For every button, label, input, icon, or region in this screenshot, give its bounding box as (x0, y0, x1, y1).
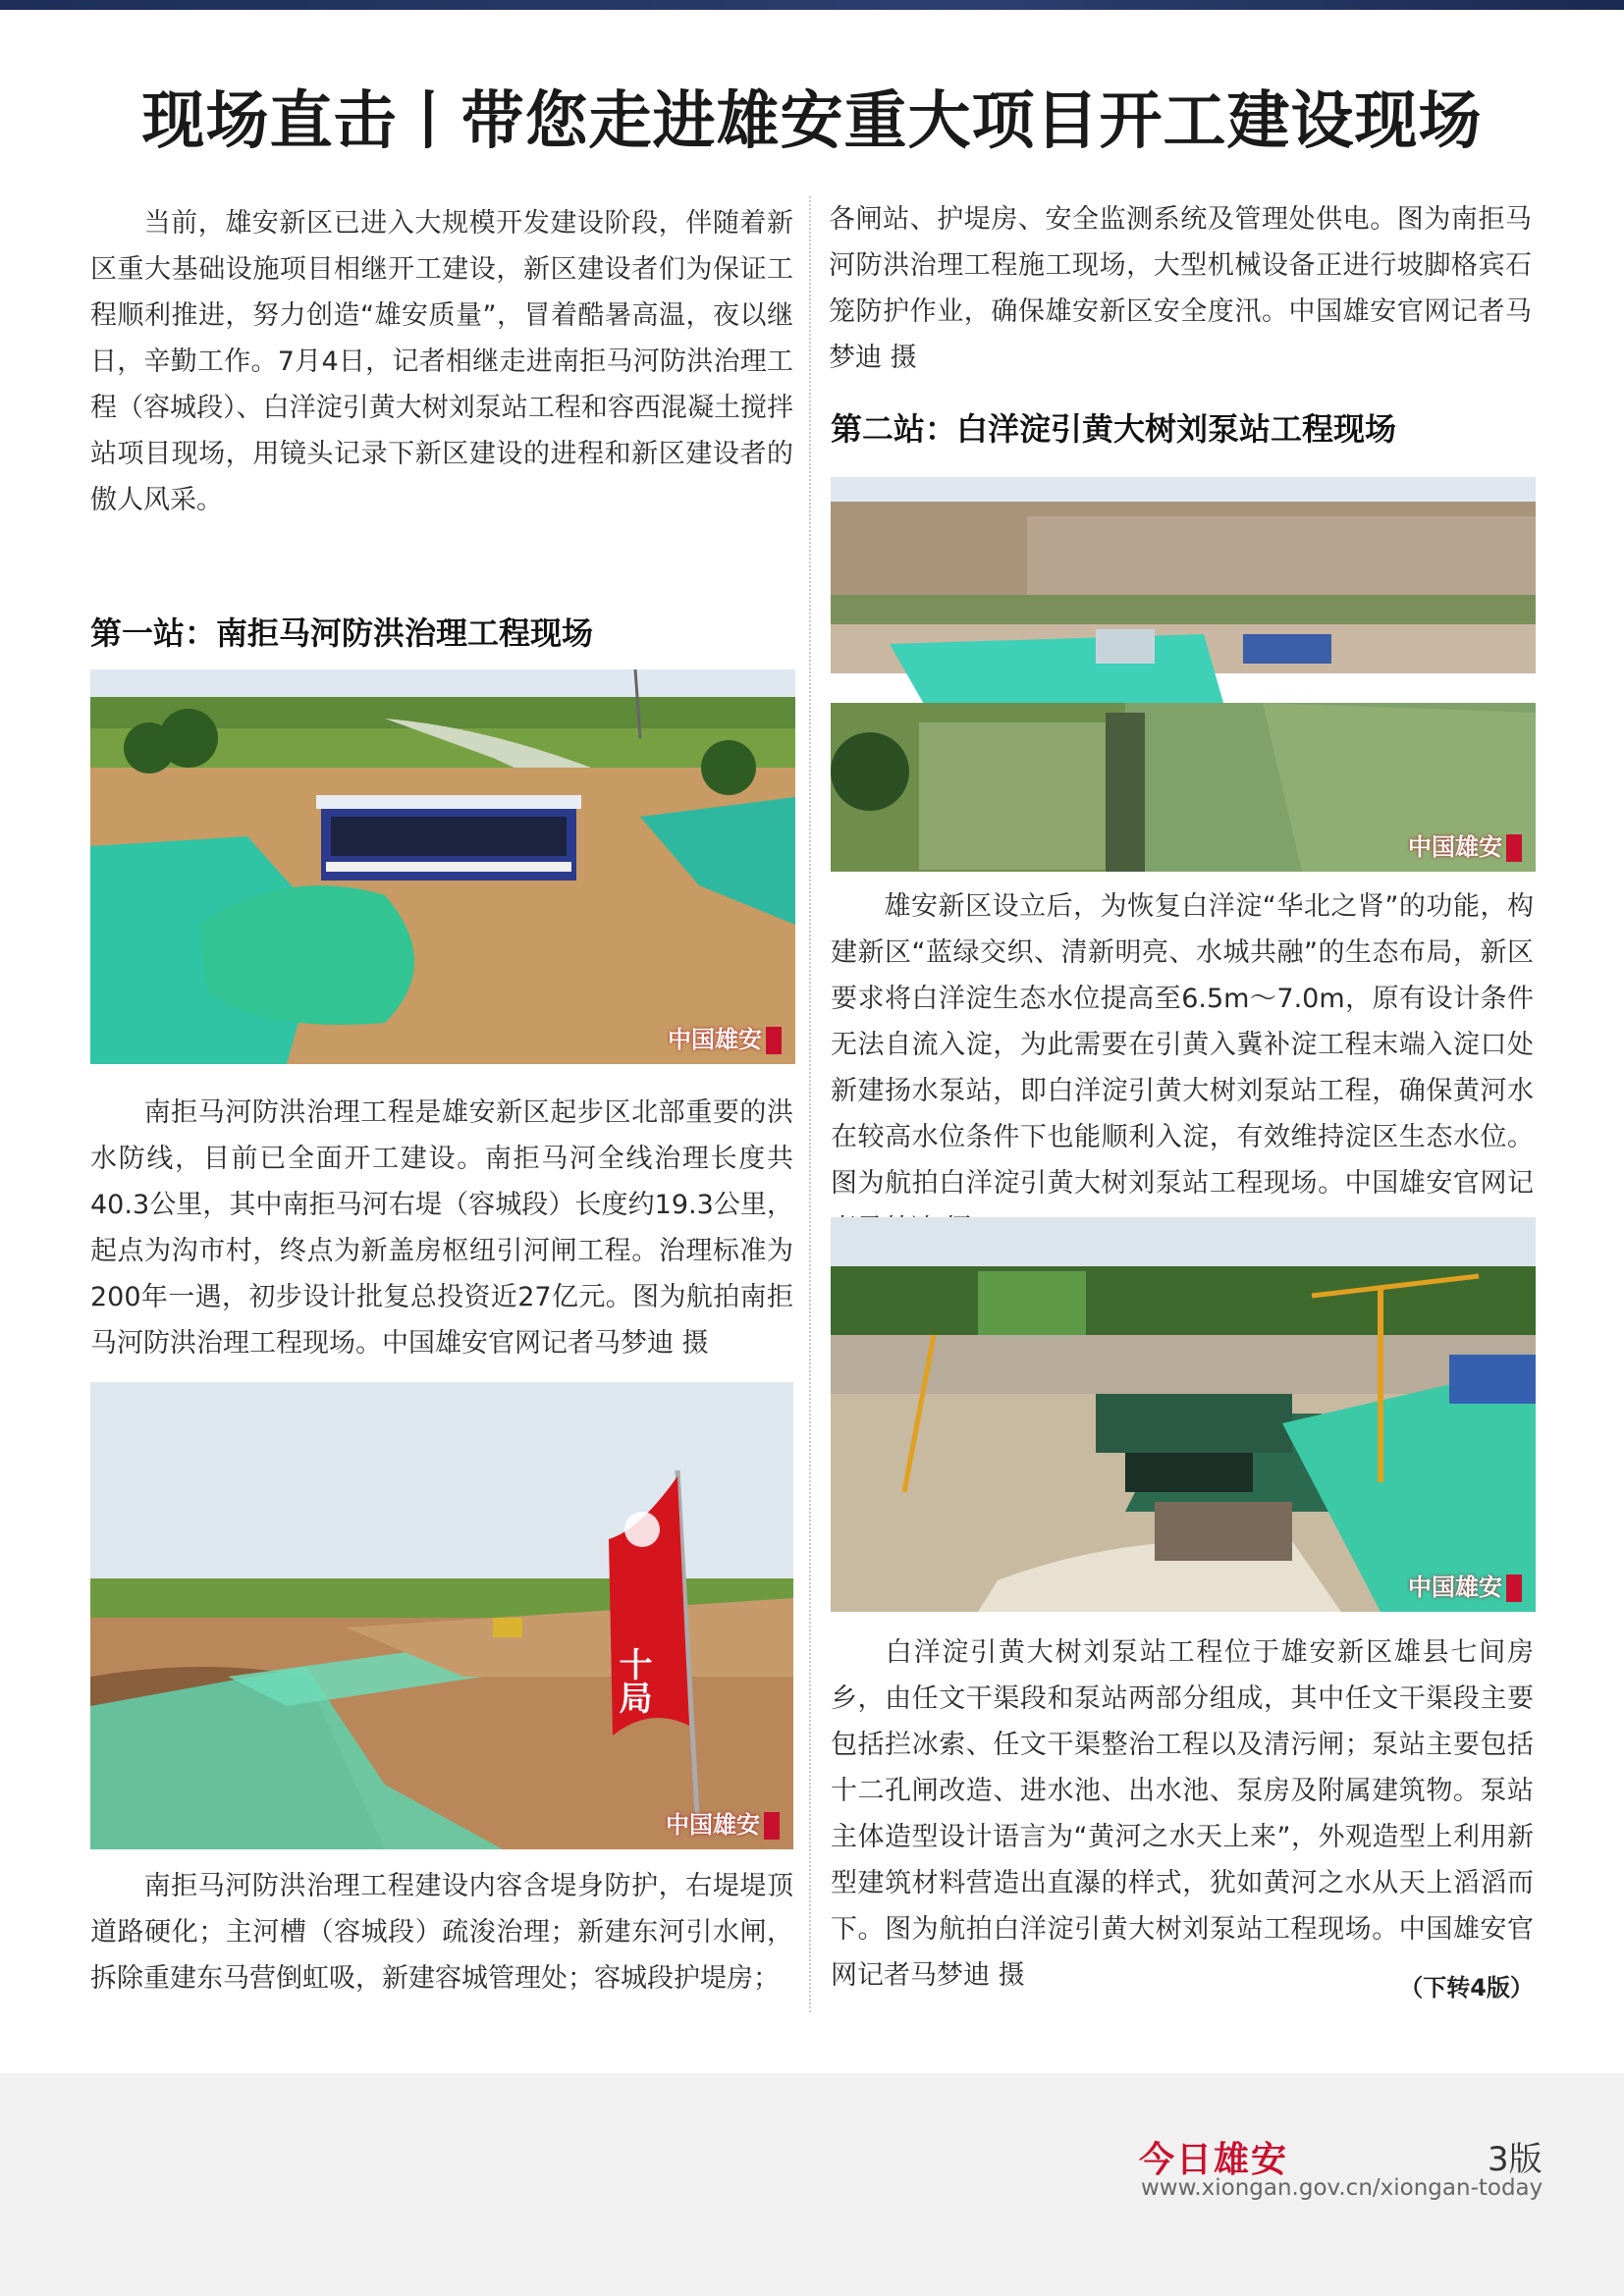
section-title-station-1: 第一站：南拒马河防洪治理工程现场 (90, 614, 594, 652)
watermark-logo: 中国雄安 (666, 1805, 780, 1841)
intro-paragraph: 当前，雄安新区已进入大规模开发建设阶段，伴随着新区重大基础设施项目相继开工建设，新区建设者们为保证工程顺利推进，努力创造“雄安质量”，冒着酷暑高温，夜以继日，辛勤工作。7月4日，记者相继走进南拒马河防洪治理工程（容城段）、白洋淀引黄大树刘泵站工程和容西混凝土搅拌站项目现场，用镜头记录下新区建设的进程和新区建设者的傲人风采。 (90, 208, 793, 515)
seal-icon (764, 1812, 780, 1840)
slope-site-illustration (90, 1382, 793, 1849)
photo-nanjuma-slope (90, 1382, 793, 1849)
seal-icon (766, 1027, 782, 1054)
continued-note: （下转4版） (1399, 1974, 1534, 2002)
caption-3: 雄安新区设立后，为恢复白洋淀“华北之肾”的功能，构建新区“蓝绿交织、清新明亮、水城共融”的生态布局，新区要求将白洋淀生态水位提高至6.5m～7.0m，原有设计条件无法自流入淀，为此需要在引黄入冀补淀工程末端入淀口处新建扬水泵站，即白洋淀引黄大树刘泵站工程，确保黄河水在较高水位条件下也能顺利入淀，有效维持淀区生态水位。图为航拍白洋淀引黄大树刘泵站工程现场。中国雄安官网记 (831, 891, 1534, 1199)
caption-1: 南拒马河防洪治理工程是雄安新区起步区北部重要的洪水防线，目前已全面开工建设。南拒马河全线治理长度共40.3公里，其中南拒马河右堤（容城段）长度约19.3公里，起点为沟市村，终点为新盖房枢纽引河闸工程。治理标准为200年一遇，初步设计批复总投资近27亿元。图为航拍南拒马河防洪治理工程现场。中国雄安官网记者马梦迪 摄 (90, 1097, 793, 1359)
seal-icon (1506, 1575, 1522, 1602)
watermark-logo: 中国雄安 (1408, 828, 1522, 863)
section-title-station-2: 第二站：白洋淀引黄大树刘泵站工程现场 (831, 410, 1397, 448)
caption-4: 白洋淀引黄大树刘泵站工程位于雄安新区雄县七间房乡，由任文干渠段和泵站两部分组成，其中任文干渠段主要包括拦冰索、任文干渠整治工程以及清污闸；泵站主要包括十二孔闸改造、进水池、出水池、泵房及附属建筑物。泵站主体造型设计语言为“黄河之水天上来”，外观造型上利用新型建筑材料营造出直瀑的样式，犹如黄河之水从天上滔滔而下。图为航拍白洋淀引黄大树刘泵站工程现场。中国雄安官网记者马梦迪 摄 (831, 1637, 1534, 1991)
watermark-logo: 中国雄安 (1408, 1568, 1522, 1603)
aerial-site-illustration (90, 669, 795, 1064)
pump-station-aerial-illustration (831, 477, 1536, 872)
photo-pump-station-aerial (831, 477, 1536, 872)
caption-2-start: 南拒马河防洪治理工程建设内容含堤身防护，右堤堤顶道路硬化；主河槽（容城段）疏浚治理；新建东河引水闸，拆除重建东马营倒虹吸，新建容城管理处；容城段护堤房； (90, 1871, 793, 1994)
photo-pump-station-construction (831, 1217, 1536, 1612)
page-number: 3版 (1488, 2140, 1543, 2179)
top-color-bar (0, 0, 1624, 10)
watermark-logo: 中国雄安 (668, 1020, 782, 1055)
footer-url[interactable]: www.xiongan.gov.cn/xiongan-today (1141, 2175, 1543, 2201)
footer-brand-logo: 今日雄安 (1139, 2139, 1289, 2180)
photo-nanjuma-aerial (90, 669, 795, 1064)
seal-icon (1506, 834, 1522, 862)
flag-text: 十局 (613, 1647, 652, 1714)
caption-2-end: 各闸站、护堤房、安全监测系统及管理处供电。图为南拒马河防洪治理工程施工现场，大型机械设备正进行坡脚格宾石笼防护作业，确保雄安新区安全度汛。中国雄安官网记者马梦迪 摄 (829, 204, 1532, 373)
column-divider (809, 196, 811, 2012)
page-title: 现场直击丨带您走进雄安重大项目开工建设现场 (141, 84, 1483, 158)
pump-station-construction-illustration (831, 1217, 1536, 1612)
